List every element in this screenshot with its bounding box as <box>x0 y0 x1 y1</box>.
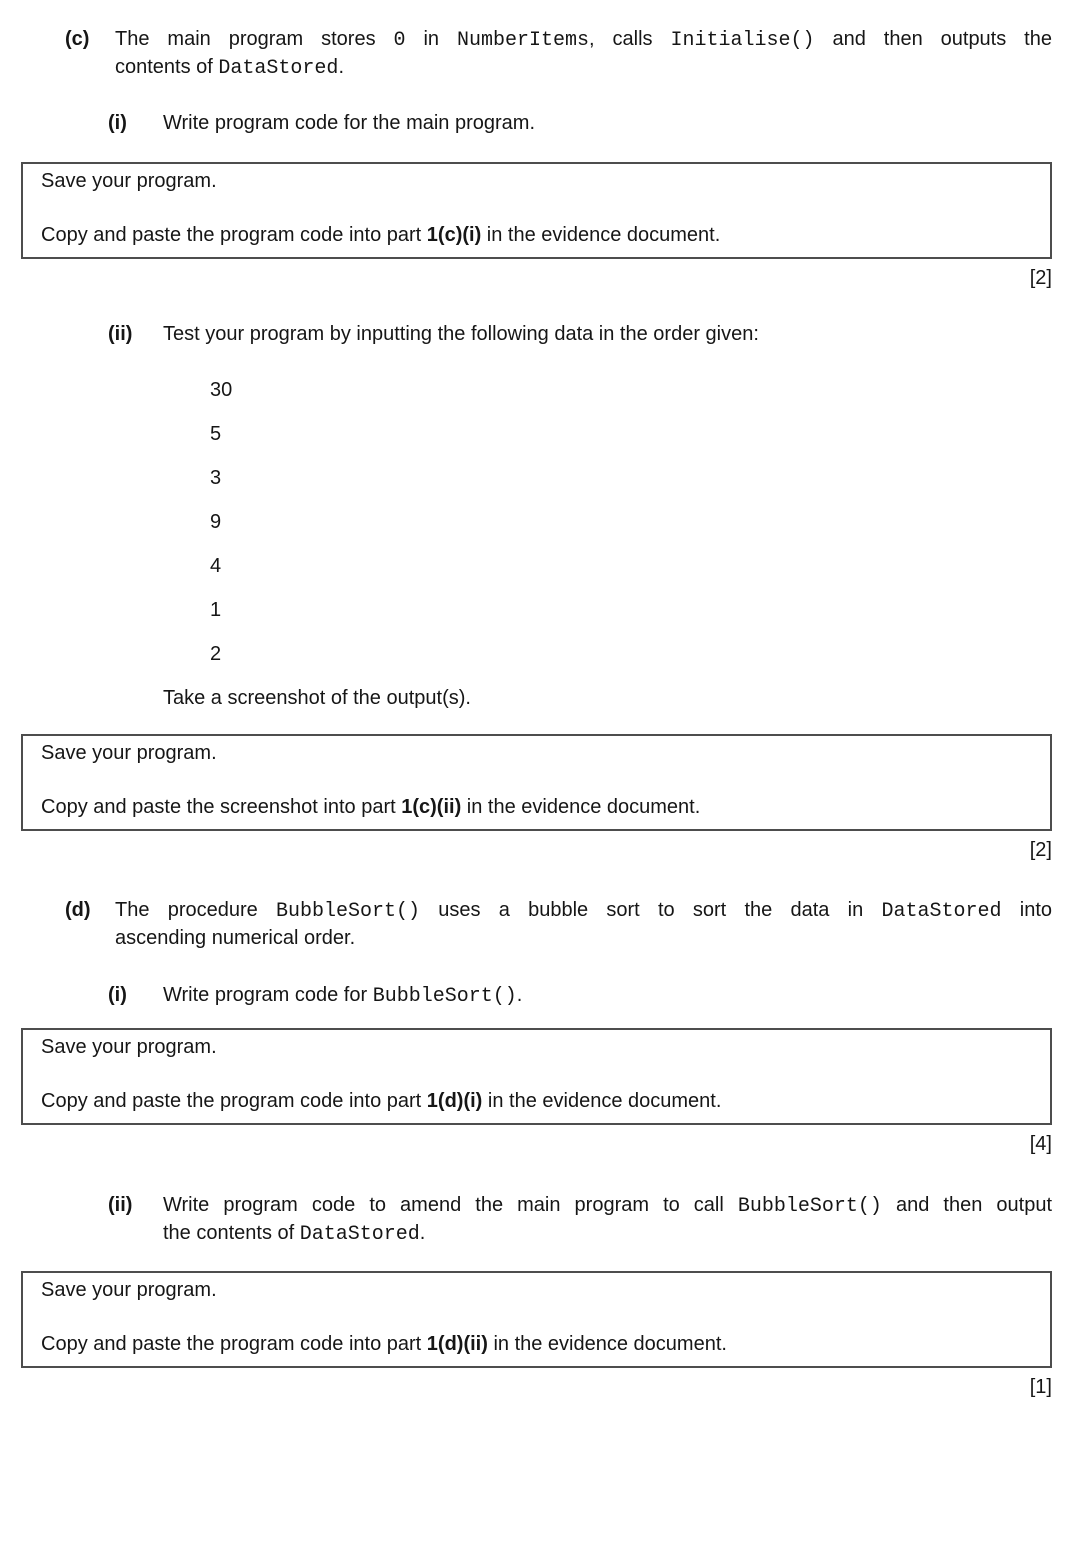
sub-part-d-ii-line1 <box>163 1192 1052 1220</box>
intro-text: in <box>405 28 457 50</box>
sub-part-c-ii-prompt: Test your program by inputting the following data in the order given: <box>163 323 759 345</box>
prompt-text: . <box>516 984 523 1006</box>
sub-part-d-i-prompt <box>163 982 1052 1010</box>
part-c-intro-line2 <box>115 54 1052 82</box>
inline-code-bubblesort: BubbleSort() <box>276 900 421 923</box>
sub-part-c-ii-label: (ii) <box>108 323 133 345</box>
save-instruction-box-d-ii <box>21 1271 1052 1368</box>
screenshot-note: Take a screenshot of the output(s). <box>163 687 471 709</box>
inline-code-datastored: DataStored <box>881 900 1002 923</box>
test-input-value: 9 <box>210 511 222 533</box>
copy-text: Copy and paste the screenshot into part <box>41 796 402 818</box>
inline-code-bubblesort: BubbleSort() <box>737 1195 882 1218</box>
sub-part-c-i-label: (i) <box>108 112 127 134</box>
test-input-value: 1 <box>210 599 222 621</box>
intro-text: uses a bubble sort to sort the data in <box>420 899 882 921</box>
test-input-value: 3 <box>210 467 222 489</box>
copy-text: Copy and paste the program code into part <box>41 1090 427 1112</box>
prompt-text: the contents of <box>163 1222 300 1244</box>
intro-text: , calls <box>589 28 671 50</box>
part-c-intro <box>115 26 1052 82</box>
sub-part-c-ii <box>108 321 1052 348</box>
part-d-intro <box>115 897 1052 952</box>
part-c-intro-line1 <box>115 26 1052 54</box>
question-part-d <box>65 897 1052 952</box>
inline-code-zero: 0 <box>393 29 406 52</box>
part-d-label: (d) <box>65 899 91 921</box>
test-input-list <box>210 377 1052 668</box>
test-input-value: 30 <box>210 379 233 401</box>
copy-text: in the evidence document. <box>482 1090 722 1112</box>
test-input-value: 4 <box>210 555 222 577</box>
marks-badge-c-i: [2] <box>1029 267 1052 289</box>
sub-part-d-ii <box>108 1192 1052 1248</box>
part-d-intro-line2: ascending numerical order. <box>115 927 356 949</box>
save-program-text: Save your program. <box>41 742 217 764</box>
sub-part-d-ii-line2 <box>163 1220 1052 1248</box>
test-input-value: 5 <box>210 423 222 445</box>
intro-text: contents of <box>115 56 219 78</box>
sub-part-c-i <box>108 110 1052 137</box>
prompt-text: . <box>419 1222 426 1244</box>
save-instruction-box-c-i <box>21 162 1052 259</box>
evidence-part-ref: 1(d)(ii) <box>426 1333 488 1355</box>
copy-text: in the evidence document. <box>487 1333 727 1355</box>
copy-paste-text <box>41 1088 1036 1115</box>
intro-text: . <box>338 56 344 78</box>
sub-part-c-i-prompt: Write program code for the main program. <box>163 112 536 134</box>
inline-code-datastored: DataStored <box>299 1223 420 1246</box>
save-program-text: Save your program. <box>41 1279 217 1301</box>
inline-code-numberitems: NumberItems <box>457 29 590 52</box>
marks-badge-d-ii: [1] <box>1029 1376 1052 1398</box>
question-part-c <box>65 26 1052 82</box>
marks-badge-c-ii: [2] <box>1029 839 1052 861</box>
evidence-part-ref: 1(c)(ii) <box>401 796 462 818</box>
part-c-label: (c) <box>65 28 90 50</box>
prompt-text: Write program code to amend the main program to call <box>163 1194 738 1216</box>
sub-part-d-i-label: (i) <box>108 984 127 1006</box>
copy-text: in the evidence document. <box>461 796 701 818</box>
copy-paste-text <box>41 794 1036 821</box>
copy-text: Copy and paste the program code into part <box>41 224 427 246</box>
inline-code-datastored: DataStored <box>218 57 339 80</box>
save-instruction-box-c-ii <box>21 734 1052 831</box>
copy-text: Copy and paste the program code into part <box>41 1333 427 1355</box>
intro-text: and then outputs the <box>814 28 1052 50</box>
prompt-text: Write program code for <box>163 984 373 1006</box>
sub-part-d-i <box>108 982 1052 1010</box>
test-input-value: 2 <box>210 643 222 665</box>
copy-paste-text <box>41 222 1036 249</box>
inline-code-initialise: Initialise() <box>670 29 815 52</box>
evidence-part-ref: 1(d)(i) <box>426 1090 483 1112</box>
evidence-part-ref: 1(c)(i) <box>426 224 482 246</box>
save-program-text: Save your program. <box>41 170 217 192</box>
copy-paste-text <box>41 1331 1036 1358</box>
save-program-text: Save your program. <box>41 1036 217 1058</box>
save-instruction-box-d-i <box>21 1028 1052 1125</box>
marks-badge-d-i: [4] <box>1029 1133 1052 1155</box>
intro-text: The main program stores <box>115 28 394 50</box>
sub-part-d-ii-prompt <box>163 1192 1052 1248</box>
prompt-text: and then output <box>881 1194 1052 1216</box>
part-d-intro-line1 <box>115 897 1052 925</box>
sub-part-d-ii-label: (ii) <box>108 1194 133 1216</box>
inline-code-bubblesort: BubbleSort() <box>372 985 517 1008</box>
intro-text: into <box>1001 899 1052 921</box>
intro-text: The procedure <box>115 899 276 921</box>
copy-text: in the evidence document. <box>481 224 721 246</box>
